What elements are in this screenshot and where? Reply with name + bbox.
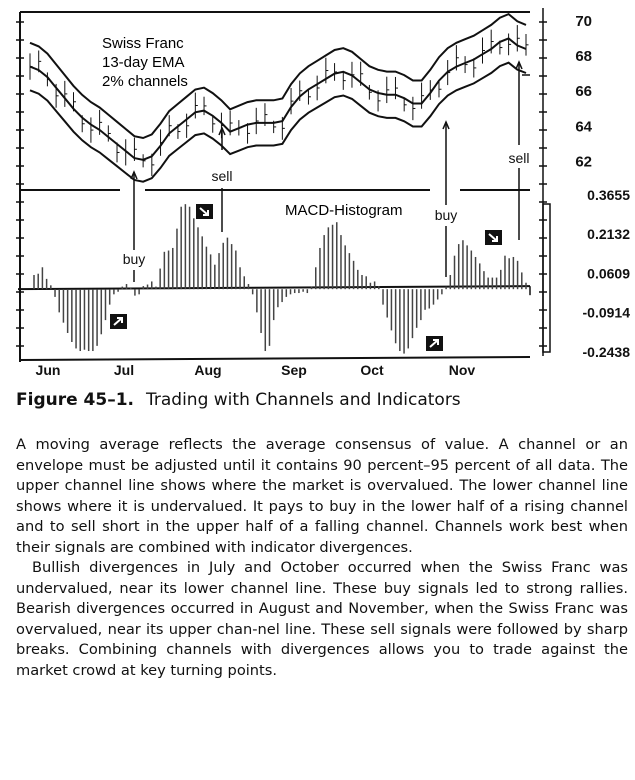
macd-histogram-panel xyxy=(18,204,530,353)
right-axis-bracket xyxy=(543,204,550,352)
price-ytick-label: 64 xyxy=(575,118,592,136)
chart-title-line-3: 2% channels xyxy=(102,73,188,90)
price-ytick-label: 70 xyxy=(575,12,592,30)
histogram-ytick-label: 0.2132 xyxy=(587,226,630,243)
paragraph: Bullish divergences in July and October occurred when the Swiss Franc was undervalued, near its lower channel line. These buy signals led to strong rallies. Bearish divergences occurred in August and November, when the Swiss Franc was overvalued, near its upper chan-nel line. These sell signals were followed by sharp breaks. Combining channels with divergences allows you to trade against the market crowd at key turning points. xyxy=(16,559,628,679)
figure-number: Figure 45–1. xyxy=(16,390,134,410)
month-tick-label: Sep xyxy=(281,362,307,378)
price-ytick-label: 66 xyxy=(575,83,592,101)
paragraph: A moving average reflects the average consensus of value. A channel or an envelope must be adjusted until it contains 90 percent–95 percent of all data. The upper channel line shows where the market is overvalued. The lower channel line shows where it is undervalued. It pays to buy in the lower half of a rising channel and to sell short in the upper half of a falling channel. Channels work best when their signals are combined with indicator divergences. xyxy=(16,436,628,556)
swiss-franc-chart xyxy=(0,0,635,385)
month-tick-label: Oct xyxy=(360,362,384,378)
figure-caption xyxy=(16,390,461,410)
buy-signal-label: buy xyxy=(434,207,458,223)
body-text xyxy=(16,435,628,681)
sell-signal-label: sell xyxy=(508,150,530,166)
price-ytick-label: 62 xyxy=(575,153,592,171)
month-tick-label: Jul xyxy=(113,362,135,378)
chart-title-line-2: 13-day EMA xyxy=(102,54,185,71)
histogram-zero-line xyxy=(18,286,530,289)
histogram-ytick-label: -0.0914 xyxy=(582,304,630,321)
histogram-ytick-label: -0.2438 xyxy=(582,344,630,360)
chart-title-line-1: Swiss Franc xyxy=(102,35,184,52)
price-ytick-label: 68 xyxy=(575,48,592,65)
month-tick-label: Jun xyxy=(35,362,61,378)
month-tick-label: Nov xyxy=(448,362,476,378)
histogram-ytick-label: 0.3655 xyxy=(587,187,630,203)
buy-signal-label: buy xyxy=(122,251,146,267)
histogram-ytick-label: 0.0609 xyxy=(587,265,630,282)
month-tick-label: Aug xyxy=(194,362,222,378)
sell-signal-label: sell xyxy=(211,168,233,184)
bottom-axis-line xyxy=(20,357,530,360)
figure-title: Trading with Channels and Indicators xyxy=(146,390,461,410)
histogram-title: MACD-Histogram xyxy=(285,202,403,219)
